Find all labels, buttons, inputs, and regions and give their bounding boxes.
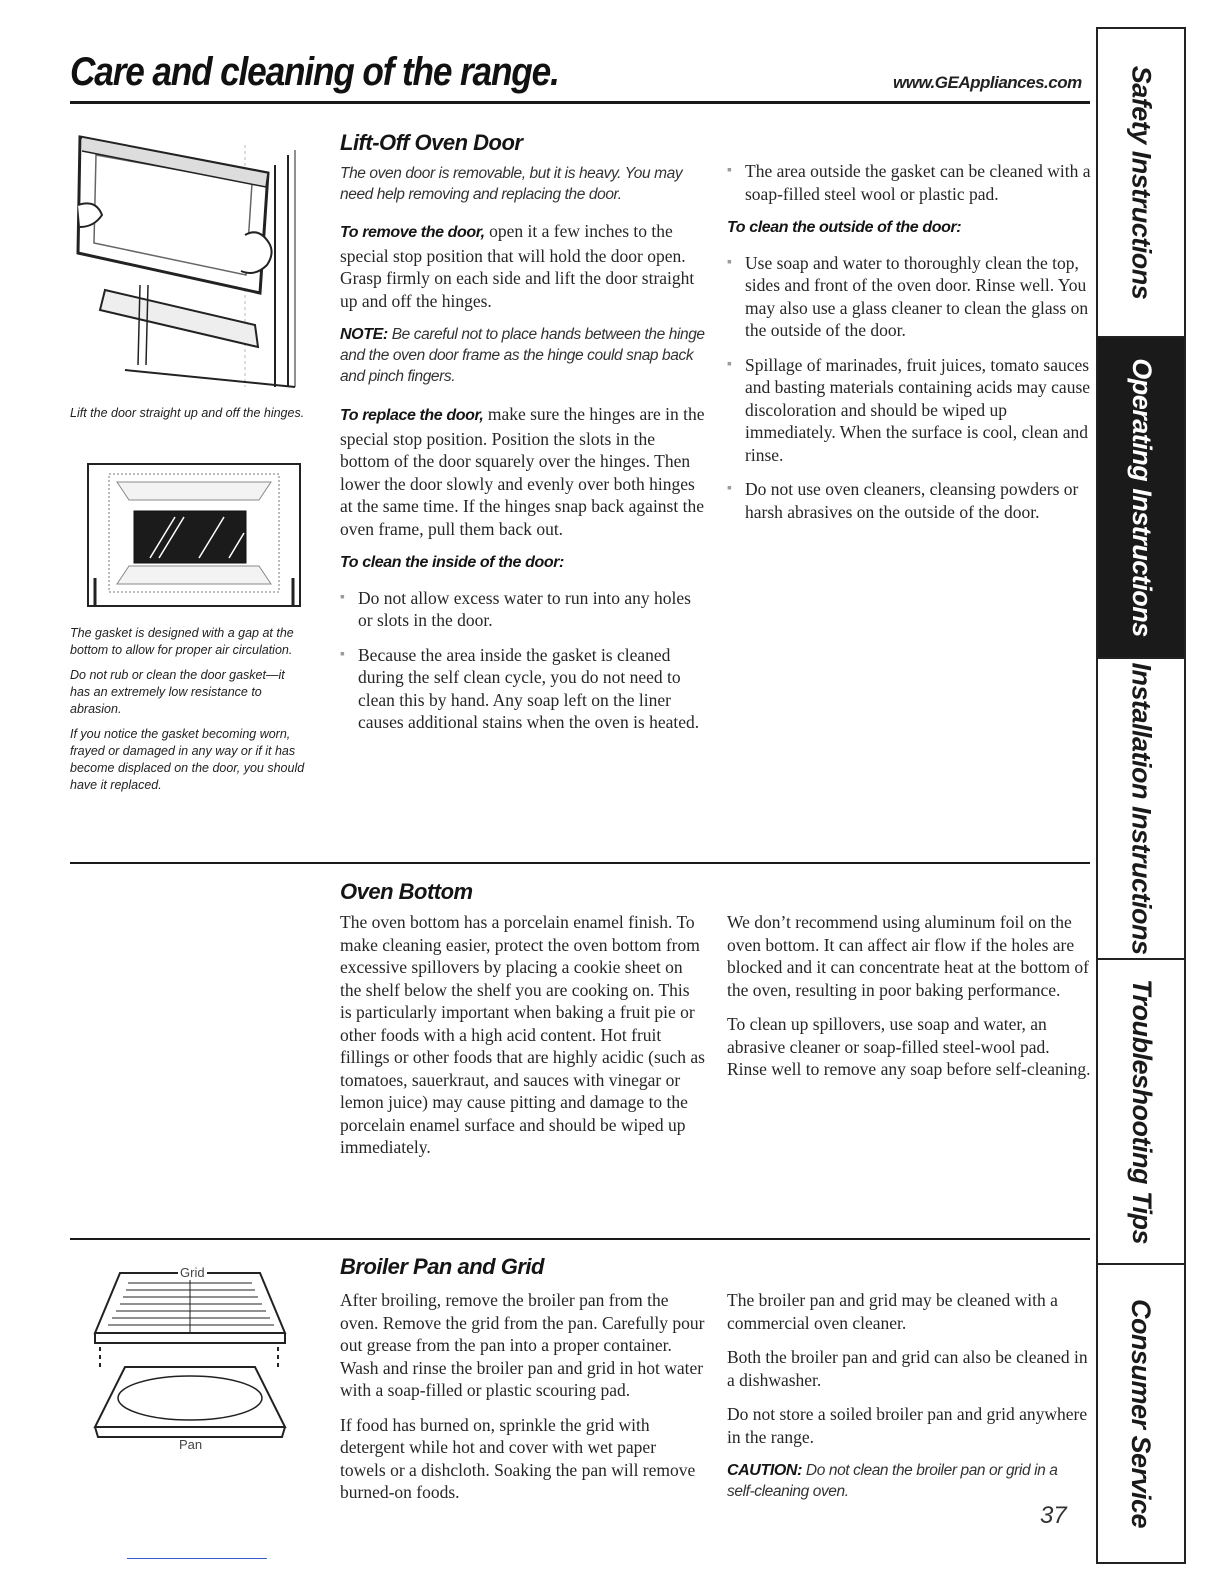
caution-lead: CAUTION: [727, 1462, 803, 1479]
remove-door-paragraph [340, 220, 705, 312]
gasket-caption-2: Do not rub or clean the door gasket—it has an extremely low resistance to abrasion. [70, 668, 285, 716]
broiler-paragraph-1: After broiling, remove the broiler pan from the oven. Remove the grid from the pan. Carefully pour out grease from the pan into a proper container. Wash and rinse the broiler pan and grid in hot water with a soap-filled or plastic scouring pad. [340, 1290, 705, 1400]
header-rule [70, 101, 1090, 104]
tab-safety-instructions[interactable] [1098, 29, 1184, 338]
section-tab-strip [1096, 27, 1186, 1564]
note-paragraph [340, 324, 705, 387]
list-item: ▪ Spillage of marinades, fruit juices, tomato sauces and basting materials containing acids may cause discoloration and should be wiped up immediately. When the surface is cool, clean and rinse. [727, 354, 1092, 467]
gasket-illustration [87, 460, 301, 610]
clean-inside-heading: To clean the inside of the door: [340, 554, 564, 571]
broiler-paragraph-2: If food has burned on, sprinkle the grid with detergent while hot and cover with wet paper towels or a dishcloth. Soaking the pan will remove burned-on foods. [340, 1414, 696, 1502]
tab-label: Troubleshooting Tips [1126, 979, 1157, 1244]
tab-troubleshooting-tips[interactable] [1098, 960, 1184, 1265]
tab-operating-instructions[interactable] [1098, 338, 1184, 659]
caution-paragraph [727, 1460, 1077, 1502]
gasket-caption-3: If you notice the gasket becoming worn, frayed or damaged in any way or if it has become displaced on the door, you should have it replaced. [70, 727, 305, 792]
section-divider [70, 862, 1090, 864]
oven-bottom-col1 [340, 911, 705, 1171]
oven-bottom-paragraph: The oven bottom has a porcelain enamel finish. To make cleaning easier, protect the oven bottom from excessive spillovers by placing a cookie sheet on the shelf below the shelf you are cooking on. This is particularly important when baking a fruit pie or other foods with a high acid content. Hot fruit fillings or other foods that are highly acidic (such as tomatoes, sauerkraut, and sauces with vinegar or lemon juice) may cause pitting and damage to the porcelain enamel surface and should be wiped up immediately. [340, 912, 705, 1157]
list-item: ▪ Use soap and water to thoroughly clean the top, sides and front of the oven door. Rinse well. You may also use a glass cleaner to clean the glass on the outside of the door. [727, 252, 1092, 342]
clean-outside-heading: To clean the outside of the door: [727, 219, 962, 236]
pan-label: Pan [179, 1437, 203, 1452]
broiler-paragraph-4: Both the broiler pan and grid can also be cleaned in a dishwasher. [727, 1347, 1088, 1390]
oven-bottom-paragraph-2: We don’t recommend using aluminum foil on the oven bottom. It can affect air flow if the holes are blocked and it can concentrate heat at the bottom of the oven, resulting in poor baking performance. [727, 912, 1090, 1000]
replace-door-text: make sure the hinges are in the special stop position. Position the slots in the bottom of the door squarely over the hinges. Then lower the door slowly and evenly over both hinges at the same time. If the hinges snap back against the oven frame, pull them back out. [340, 404, 705, 539]
broiler-paragraph-5: Do not store a soiled broiler pan and grid anywhere in the range. [727, 1404, 1088, 1447]
gasket-caption [70, 625, 308, 802]
page-title: Care and cleaning of the range. [70, 50, 559, 94]
tab-consumer-service[interactable] [1098, 1265, 1184, 1562]
note-lead: NOTE: [340, 326, 388, 343]
replace-door-lead: To replace the door, [340, 407, 484, 424]
section-divider [70, 1238, 1090, 1240]
gasket-outside-list [727, 160, 1092, 205]
tab-installation-instructions[interactable] [1098, 659, 1184, 960]
oven-bottom-col2 [727, 911, 1092, 1093]
broiler-pan-illustration [80, 1255, 300, 1455]
remove-door-lead: To remove the door, [340, 224, 485, 241]
caution-text: Do not clean the broiler pan or grid in a self-cleaning oven. [727, 1462, 1058, 1500]
broiler-col1 [340, 1289, 705, 1516]
clean-inside-list [340, 587, 705, 734]
list-item: ▪ Do not use oven cleaners, cleansing powders or harsh abrasives on the outside of the door. [727, 478, 1092, 523]
page-number: 37 [1040, 1502, 1067, 1529]
footer-line [127, 1558, 267, 1559]
replace-door-paragraph [340, 403, 705, 540]
gasket-caption-1: The gasket is designed with a gap at the bottom to allow for proper air circulation. [70, 626, 294, 657]
broiler-col2 [727, 1289, 1092, 1514]
lift-off-door-col2 [727, 160, 1092, 535]
tab-label: Installation Instructions [1126, 662, 1157, 955]
oven-bottom-paragraph-3: To clean up spillovers, use soap and water, an abrasive cleaner or soap-filled steel-wool pad. Rinse well to remove any soap before self-cleaning. [727, 1014, 1091, 1079]
broiler-heading: Broiler Pan and Grid [340, 1254, 544, 1279]
clean-outside-list [727, 252, 1092, 524]
tab-label: Consumer Service [1126, 1298, 1157, 1529]
lift-off-door-col1 [340, 220, 705, 746]
list-item: ▪ The area outside the gasket can be cleaned with a soap-filled steel wool or plastic pad. [727, 160, 1092, 205]
door-lift-illustration [70, 125, 310, 395]
list-item: ▪ Because the area inside the gasket is cleaned during the self clean cycle, you do not need to clean this by hand. Any soap left on the liner causes additional stains when the oven is heated. [340, 644, 705, 734]
site-url: www.GEAppliances.com [893, 73, 1082, 92]
door-lift-caption: Lift the door straight up and off the hinges. [70, 406, 305, 420]
oven-bottom-heading: Oven Bottom [340, 879, 473, 904]
tab-label: Safety Instructions [1126, 65, 1157, 300]
note-text: Be careful not to place hands between the hinge and the oven door frame as the hinge could snap back and pinch fingers. [340, 326, 705, 385]
lift-off-door-heading: Lift-Off Oven Door [340, 130, 523, 155]
tab-label: Operating Instructions [1126, 358, 1157, 637]
remove-door-text: open it a few inches to the special stop position that will hold the door open. Grasp firmly on each side and lift the door straight up and off the hinges. [340, 221, 695, 311]
list-item: ▪ Do not allow excess water to run into any holes or slots in the door. [340, 587, 705, 632]
grid-label: Grid [180, 1265, 205, 1280]
lift-off-door-intro: The oven door is removable, but it is heavy. You may need help removing and replacing the door. [340, 165, 683, 203]
broiler-paragraph-3: The broiler pan and grid may be cleaned with a commercial oven cleaner. [727, 1290, 1058, 1333]
